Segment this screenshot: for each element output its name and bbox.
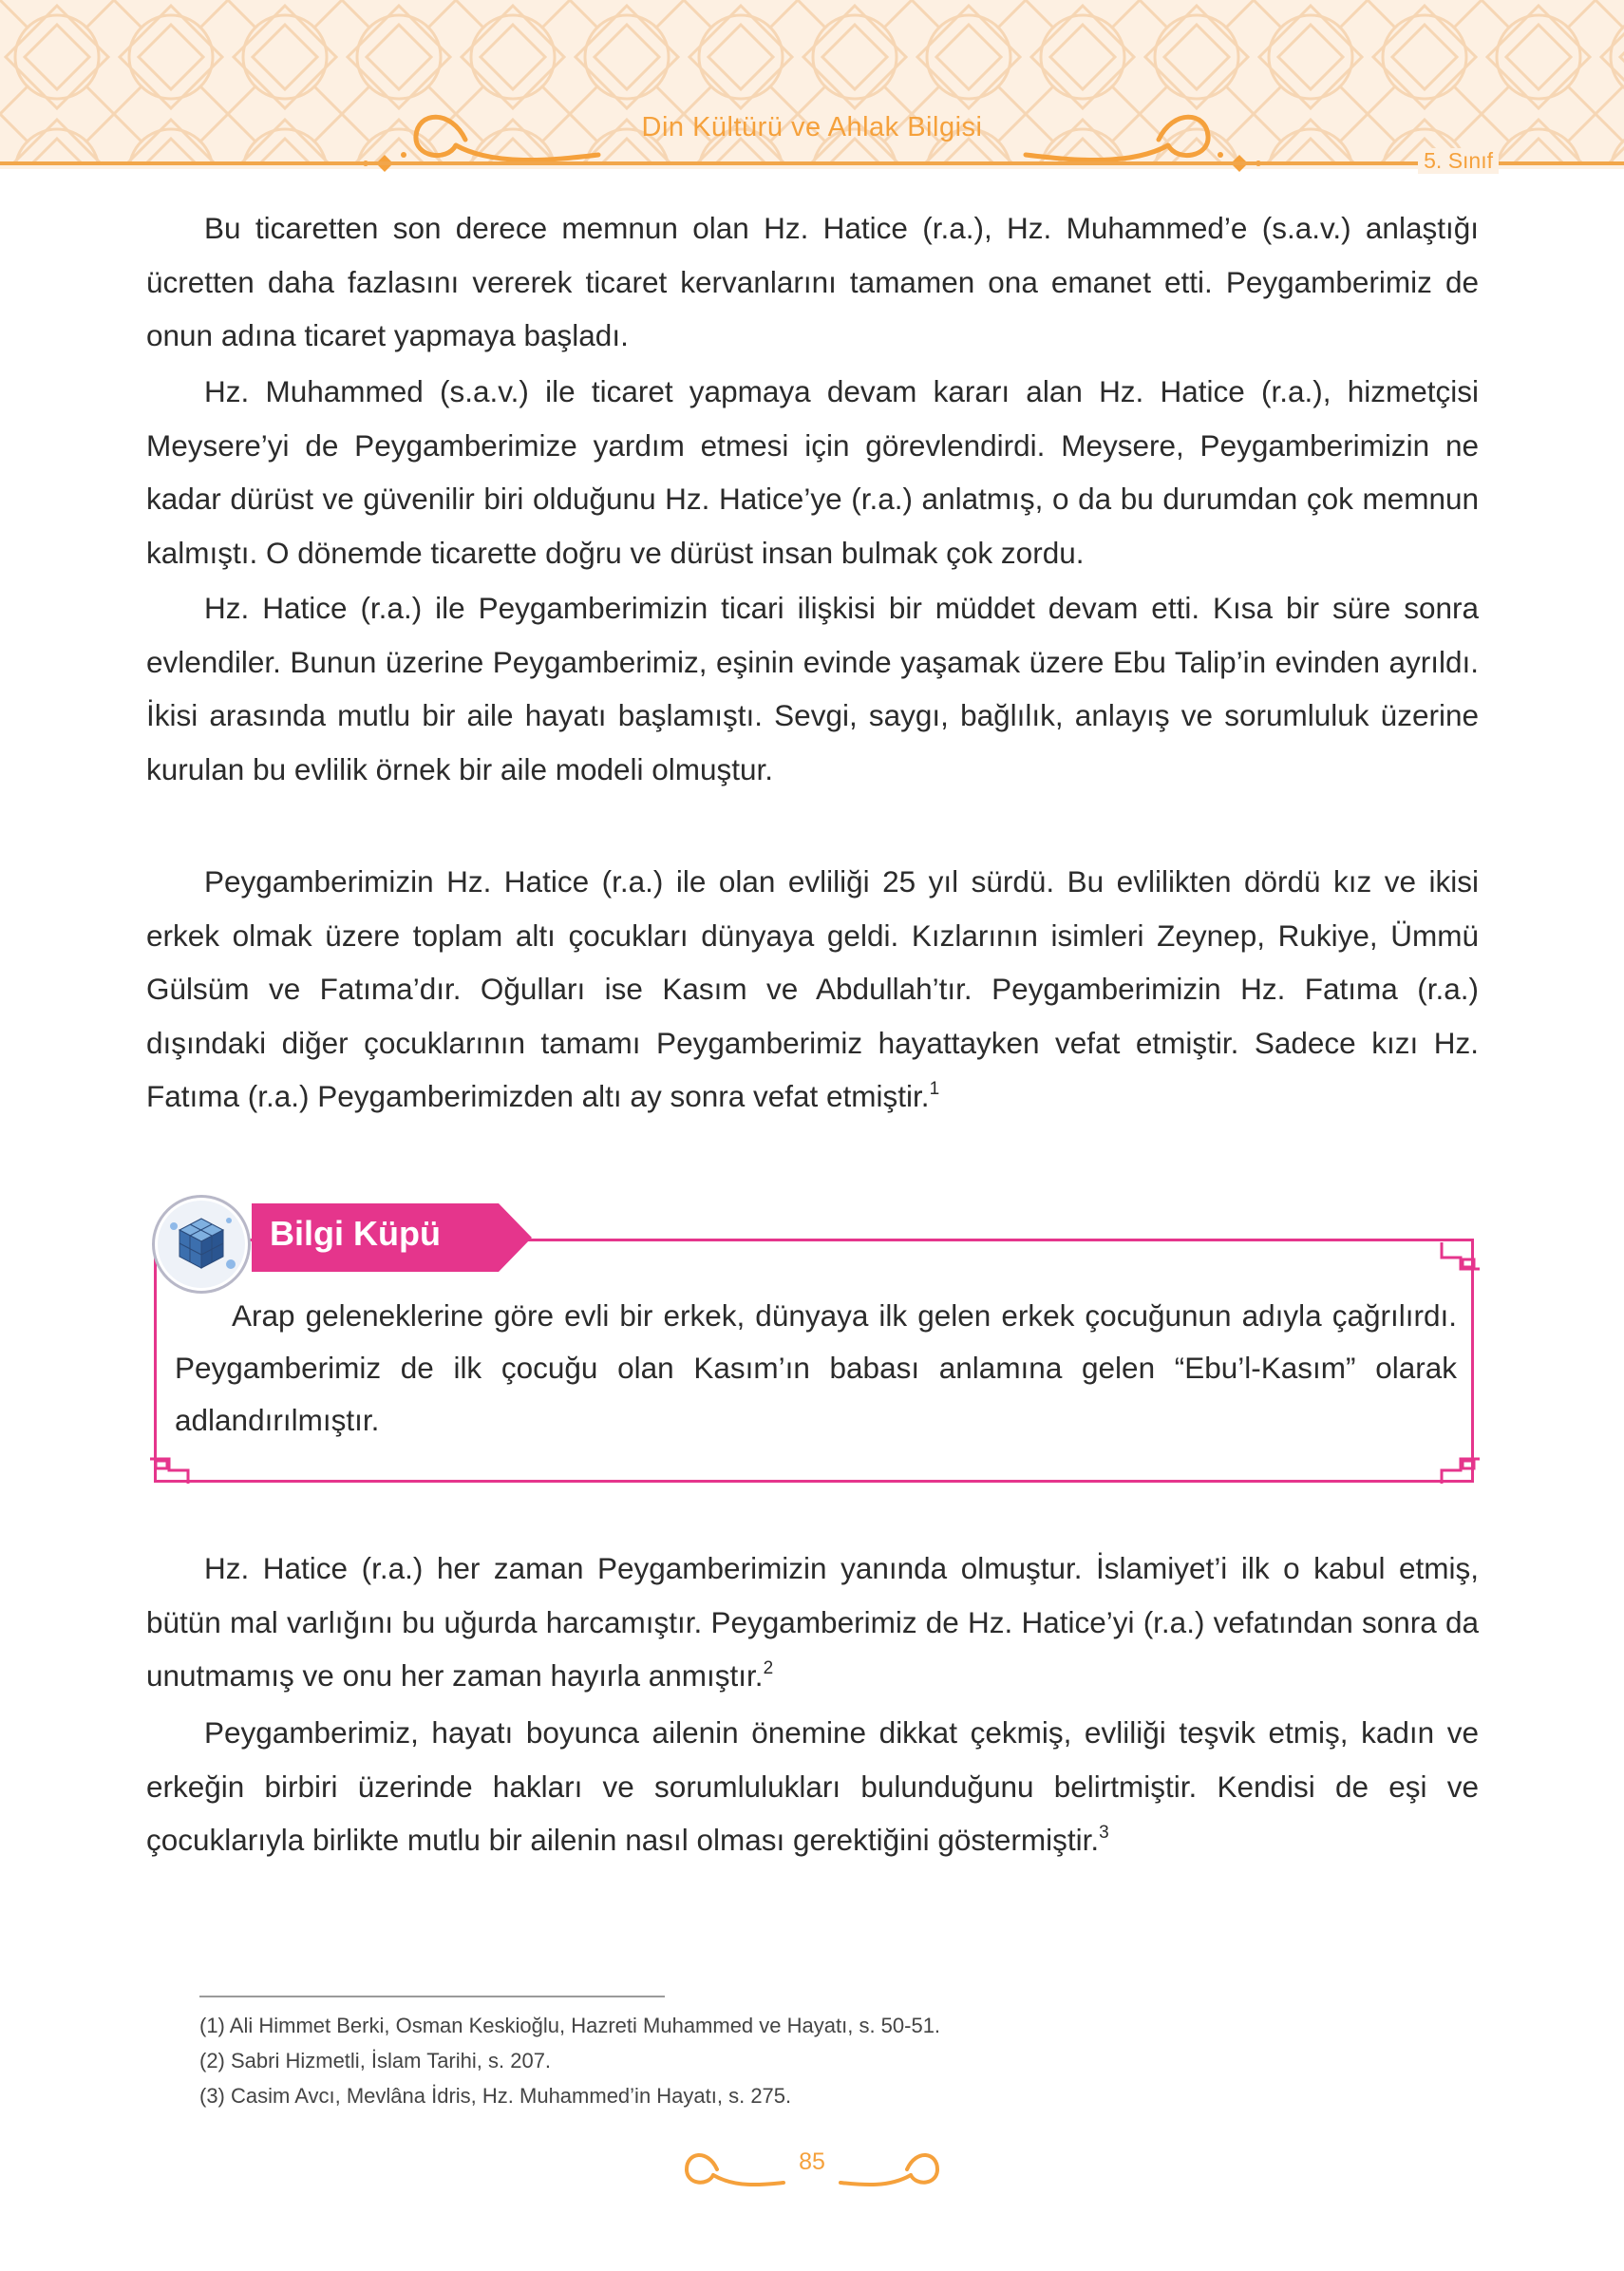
paragraph-4-text: Peygamberimizin Hz. Hatice (r.a.) ile olan evliliği 25 yıl sürdü. Bu evlilikten dördü kız ve ikisi erkek olmak üzere toplam altı çocukları dünyaya geldi. Kızlarının isimleri Zeynep, Rukiye, Ümmü Gülsüm ve Fatıma’dır. Oğulları ise Kasım ve Abdullah’tır. Peygamberimizin Hz. Fatıma (r.a.) dışındaki diğer çocuklarının tamamı Peygamberimiz hayattayken vefat etmiştir. Sadece kızı Hz. Fatıma (r.a.) Peygamberimizden altı ay sonra vefat etmiştir. <box>146 864 1479 1113</box>
paragraph-1-text: Bu ticaretten son derece memnun olan Hz. Hatice (r.a.), Hz. Muhammed’e (s.a.v.) anlaştığı ücretten daha fazlasını vererek ticaret kervanlarını tamamen ona emanet etti. Peygamberimiz de onun adına ticaret yapmaya başladı. <box>146 211 1479 352</box>
paragraph-5-text: Hz. Hatice (r.a.) her zaman Peygamberimizin yanında olmuştur. İslamiyet’i ilk o kabul etmiş, bütün mal varlığını bu uğurda harcamıştır. Peygamberimiz de Hz. Hatice’yi (r.a.) vefatından sonra da unutmamış ve onu her zaman hayırla anmıştır. <box>146 1551 1479 1693</box>
paragraph-6-text: Peygamberimiz, hayatı boyunca ailenin önemine dikkat çekmiş, evliliği teşvik etmiş, kadın ve erkeğin birbiri üzerinde hakları ve sorumlulukları bulunduğunu belirtmiştir. Kendisi de eşi ve çocuklarıyla birlikte mutlu bir ailenin nasıl olması gerektiğini göstermiştir. <box>146 1715 1479 1857</box>
footnote-1: (1) Ali Himmet Berki, Osman Keskioğlu, Hazreti Muhammed ve Hayatı, s. 50-51. <box>199 2014 941 2037</box>
paragraph-1 <box>146 201 1479 363</box>
footnote-3: (3) Casim Avcı, Mevlâna İdris, Hz. Muhammed’in Hayatı, s. 275. <box>199 2084 792 2108</box>
info-box-title: Bilgi Küpü <box>270 1214 441 1253</box>
footnote-ref-1[interactable]: 1 <box>929 1079 940 1099</box>
footnote-ref-3[interactable]: 3 <box>1099 1823 1109 1843</box>
paragraph-4 <box>146 855 1479 1124</box>
header-grade: 5. Sınıf <box>1418 148 1499 174</box>
footnote-2: (2) Sabri Hizmetli, İslam Tarihi, s. 207. <box>199 2049 552 2072</box>
info-box-corner-bottom-left <box>142 1453 196 1491</box>
header-title: Din Kültürü ve Ahlak Bilgisi <box>641 112 983 142</box>
paragraph-2-text: Hz. Muhammed (s.a.v.) ile ticaret yapmaya devam kararı alan Hz. Hatice (r.a.), hizmetçisi Meysere’yi de Peygamberimize yardım etmesi için görevlendirdi. Meysere, Peygamberimizin ne kadar dürüst ve güvenilir biri olduğunu Hz. Hatice’ye (r.a.) anlatmış, o da bu durumdan çok memnun kalmıştı. O dönemde ticarette doğru ve dürüst insan bulmak çok zordu. <box>146 374 1479 570</box>
info-box-corner-top-right <box>1434 1237 1487 1275</box>
info-box-corner-bottom-right <box>1434 1453 1487 1491</box>
footnote-ref-2[interactable]: 2 <box>763 1658 774 1678</box>
info-cube-icon <box>152 1195 251 1294</box>
paragraph-5 <box>146 1542 1479 1703</box>
header-rule <box>0 161 1624 165</box>
paragraph-3-text: Hz. Hatice (r.a.) ile Peygamberimizin ticari ilişkisi bir müddet devam etti. Kısa bir süre sonra evlendiler. Bunun üzerine Peygamberimiz, eşinin evinde yaşamak üzere Ebu Talip’in evinden ayrıldı. İkisi arasında mutlu bir aile hayatı başlamıştı. Sevgi, saygı, bağlılık, anlayış ve sorumluluk üzerine kurulan bu evlilik örnek bir aile modeli olmuştur. <box>146 591 1479 786</box>
paragraph-2 <box>146 365 1479 579</box>
footnote-rule <box>199 1996 665 1997</box>
paragraph-3 <box>146 581 1479 796</box>
page-number: 85 <box>799 2148 825 2175</box>
info-box-text: Arap geleneklerine göre evli bir erkek, dünyaya ilk gelen erkek çocuğunun adıyla çağrılırdı. Peygamberimiz de ilk çocuğu olan Kasım’ın babası anlamına gelen “Ebu’l-Kasım” olarak adlandırılmıştır. <box>175 1298 1457 1437</box>
footnote-list <box>199 2008 940 2113</box>
paragraph-6 <box>146 1706 1479 1867</box>
